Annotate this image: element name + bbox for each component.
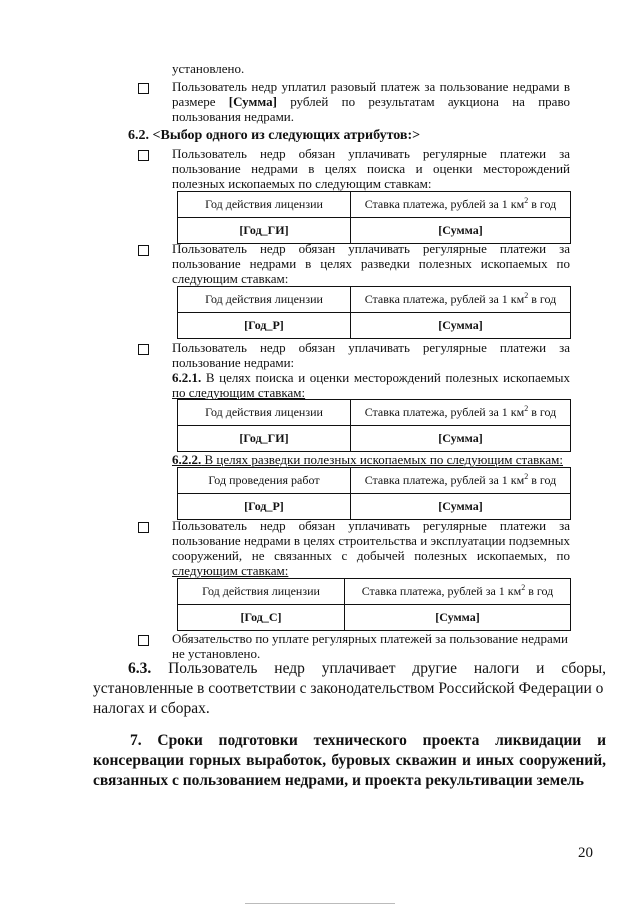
checkbox-option-search[interactable] [138, 150, 149, 161]
section-6-2-heading: 6.2. <Выбор одного из следующих атрибутов:> [128, 128, 421, 143]
lump-sum-line-2: размере [Сумма] рублей по результатам аукциона на право [172, 94, 570, 109]
table-header-year: Год действия лицензии [178, 192, 351, 218]
option-search-line-3: полезных ископаемых по следующим ставкам: [172, 176, 432, 191]
table-header-year: Год действия лицензии [178, 287, 351, 313]
table-cell-year: [Год_Р] [178, 313, 351, 339]
option-none-line-2: не установлено. [172, 646, 261, 661]
option-exploration-line-3: следующим ставкам: [172, 271, 289, 286]
subsection-6-2-1-line-2: по следующим ставкам: [172, 385, 306, 400]
section-6-3-line-3: налогах и сборах. [93, 700, 210, 717]
table-cell-year: [Год_ГИ] [178, 218, 351, 244]
section-6-3-line-2: установленные в соответствии с законодательством Российской Федерации о [93, 680, 604, 697]
section-7-heading-line-1: 7. Сроки подготовки технического проекта ликвидации и [130, 732, 606, 749]
option-search-line-1: Пользователь недр обязан уплачивать регулярные платежи за [172, 146, 570, 161]
table-header-year: Год проведения работ [178, 468, 351, 494]
option-none-line-1: Обязательство по уплате регулярных платежей за пользование недрами [172, 631, 568, 646]
table-cell-amount: [Сумма] [351, 218, 571, 244]
table-header-rate: Ставка платежа, рублей за 1 $км^2$ в год [345, 579, 571, 605]
table-cell-amount: [Сумма] [351, 313, 571, 339]
table-cell-amount: [Сумма] [351, 426, 571, 452]
checkbox-option-combined[interactable] [138, 344, 149, 355]
rate-table-exploration-2 [177, 467, 571, 520]
rate-table-search-2 [177, 399, 571, 452]
table-header-rate: Ставка платежа, рублей за 1 $км^2$ в год [351, 287, 571, 313]
option-search-line-2: пользование недрами в целях поиска и оценки месторождений [172, 161, 570, 176]
table-header-rate: Ставка платежа, рублей за 1 $км^2$ в год [351, 192, 571, 218]
table-cell-year: [Год_Р] [178, 494, 351, 520]
option-underground-line-2: пользование недрами в целях строительства и эксплуатации подземных [172, 533, 570, 548]
option-combined-line-2: пользование недрами: [172, 355, 295, 370]
option-combined-line-1: Пользователь недр обязан уплачивать регулярные платежи за [172, 340, 570, 355]
section-7-heading-line-2: консервации горных выработок, буровых скважин и иных сооружений, [93, 752, 606, 769]
checkbox-option-underground[interactable] [138, 522, 149, 533]
table-header-rate: Ставка платежа, рублей за 1 $км^2$ в год [351, 400, 571, 426]
page-number: 20 [578, 845, 593, 861]
lump-sum-line-3: пользования недрами. [172, 109, 295, 124]
lump-sum-line-1: Пользователь недр уплатил разовый платеж за пользование недрами в [172, 79, 570, 94]
option-underground-line-4: следующим ставкам: [172, 563, 289, 578]
option-underground-line-3: сооружений, не связанных с добычей полезных ископаемых, по [172, 548, 570, 563]
continued-text: установлено. [172, 61, 245, 76]
subsection-6-2-1-line-1: 6.2.1. В целях поиска и оценки месторождений полезных ископаемых [172, 370, 570, 385]
table-cell-year: [Год_ГИ] [178, 426, 351, 452]
section-7-heading-line-3: связанных с пользованием недрами, и проекта рекультивации земель [93, 772, 584, 789]
checkbox-option-exploration[interactable] [138, 245, 149, 256]
scan-artifact [245, 903, 395, 904]
table-cell-year: [Год_С] [178, 605, 345, 631]
option-exploration-line-1: Пользователь недр обязан уплачивать регулярные платежи за [172, 241, 570, 256]
checkbox-lump-sum-payment[interactable] [138, 83, 149, 94]
table-cell-amount: [Сумма] [351, 494, 571, 520]
checkbox-option-none[interactable] [138, 635, 149, 646]
table-header-year: Год действия лицензии [178, 579, 345, 605]
option-exploration-line-2: пользование недрами в целях разведки полезных ископаемых по [172, 256, 570, 271]
subsection-6-2-2: 6.2.2. В целях разведки полезных ископаемых по следующим ставкам: [172, 452, 564, 467]
rate-table-exploration [177, 286, 571, 339]
section-6-3-line-1: 6.3. Пользователь недр уплачивает другие налоги и сборы, [128, 660, 606, 677]
table-header-rate: Ставка платежа, рублей за 1 $км^2$ в год [351, 468, 571, 494]
table-header-year: Год действия лицензии [178, 400, 351, 426]
option-underground-line-1: Пользователь недр обязан уплачивать регулярные платежи за [172, 518, 570, 533]
rate-table-search [177, 191, 571, 244]
table-cell-amount: [Сумма] [345, 605, 571, 631]
rate-table-underground [177, 578, 571, 631]
